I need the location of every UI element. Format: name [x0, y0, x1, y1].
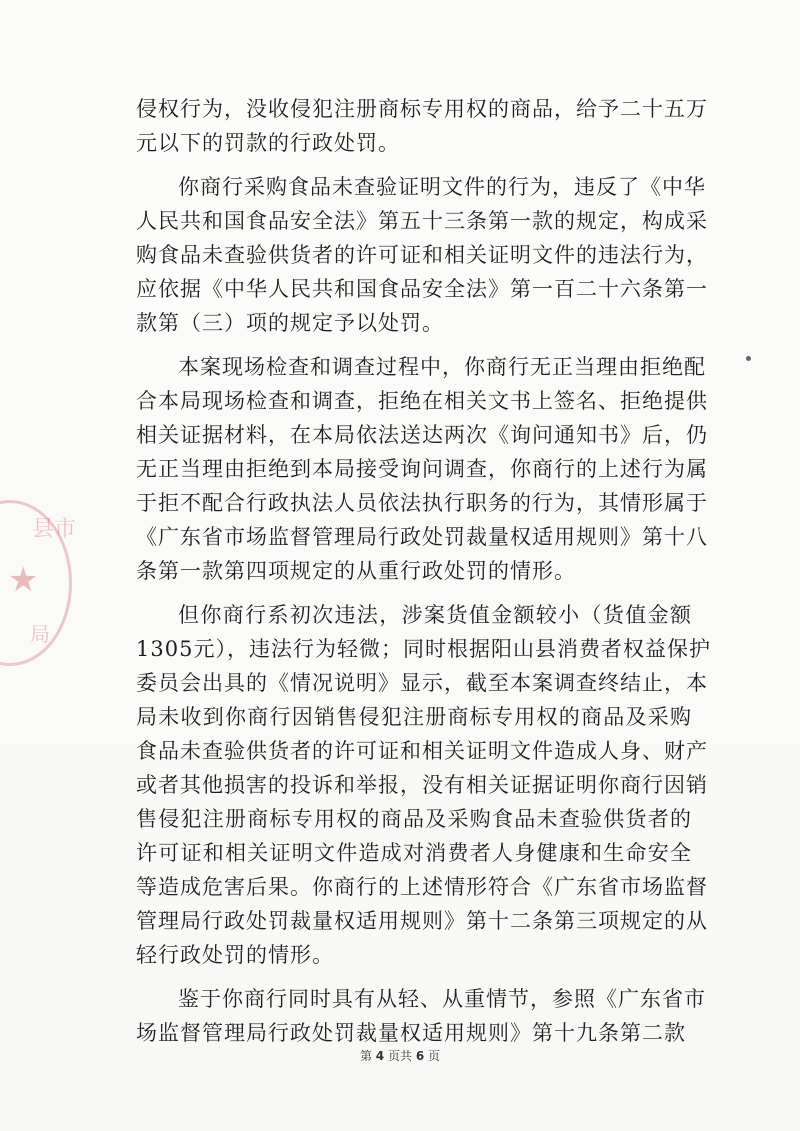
footer-prefix: 第 [359, 1049, 372, 1063]
footer-page-number: 4 [375, 1049, 385, 1063]
paragraph [136, 92, 708, 160]
paragraph [136, 350, 708, 588]
seal-text-top: 县市 [32, 517, 77, 542]
text-line: 人民共和国食品安全法》第五十三条第一款的规定，构成采 [136, 209, 708, 233]
text-line: 应依据《中华人民共和国食品安全法》第一百二十六条第一 [136, 277, 708, 301]
scan-speck [746, 356, 751, 361]
text-line: 1305元），违法行为轻微；同时根据阳山县消费者权益保护 [136, 637, 711, 661]
page-footer [0, 1047, 800, 1064]
text-line: 局未收到你商行因销售侵犯注册商标专用权的商品及采购 [136, 705, 692, 729]
text-line: 条第一款第四项规定的从重行政处罚的情形。 [136, 559, 576, 583]
paragraph [136, 598, 711, 972]
text-line: 本案现场检查和调查过程中，你商行无正当理由拒绝配 [178, 355, 706, 379]
text-line: 等造成危害后果。你商行的上述情形符合《广东省市场监督 [136, 875, 708, 899]
text-line: 元以下的罚款的行政处罚。 [136, 131, 400, 155]
seal-star-icon: ★ [8, 560, 39, 600]
text-line: 合本局现场检查和调查，拒绝在相关文书上签名、拒绝提供 [136, 389, 708, 413]
document-body [136, 92, 711, 1060]
text-line: 款第（三）项的规定予以处罚。 [136, 311, 444, 335]
text-line: 委员会出具的《情况说明》显示，截至本案调查终结止，本 [136, 671, 708, 695]
text-line: 《广东省市场监督管理局行政处罚裁量权适用规则》第十八 [136, 525, 708, 549]
paragraph [136, 170, 708, 340]
text-line: 或者其他损害的投诉和举报，没有相关证据证明你商行因销 [136, 773, 708, 797]
seal-text-bottom: 局 [30, 622, 50, 646]
text-line: 售侵犯注册商标专用权的商品及采购食品未查验供货者的 [136, 807, 692, 831]
text-line: 食品未查验供货者的许可证和相关证明文件造成人身、财产 [136, 739, 708, 763]
text-line: 场监督管理局行政处罚裁量权适用规则》第十九条第二款 [136, 1021, 686, 1045]
text-line: 轻行政处罚的情形。 [136, 943, 334, 967]
text-line: 于拒不配合行政执法人员依法执行职务的行为，其情形属于 [136, 491, 708, 515]
text-line: 许可证和相关证明文件造成对消费者人身健康和生命安全 [136, 841, 692, 865]
footer-suffix: 页 [428, 1049, 441, 1063]
paragraph [136, 982, 706, 1050]
text-line: 相关证据材料，在本局依法送达两次《询问通知书》后，仍 [136, 423, 708, 447]
footer-total-pages: 6 [415, 1049, 425, 1063]
text-line: 无正当理由拒绝到本局接受询问调查，你商行的上述行为属 [136, 457, 708, 481]
text-line: 侵权行为，没收侵犯注册商标专用权的商品，给予二十五万 [136, 97, 708, 121]
text-line: 鉴于你商行同时具有从轻、从重情节，参照《广东省市 [178, 987, 706, 1011]
text-line: 管理局行政处罚裁量权适用规则》第十二条第三项规定的从 [136, 909, 708, 933]
text-line: 购食品未查验供货者的许可证和相关证明文件的违法行为， [136, 243, 708, 267]
footer-middle: 页共 [387, 1049, 412, 1063]
text-line: 你商行采购食品未查验证明文件的行为，违反了《中华 [178, 175, 706, 199]
text-line: 但你商行系初次违法，涉案货值金额较小（货值金额 [178, 603, 692, 627]
